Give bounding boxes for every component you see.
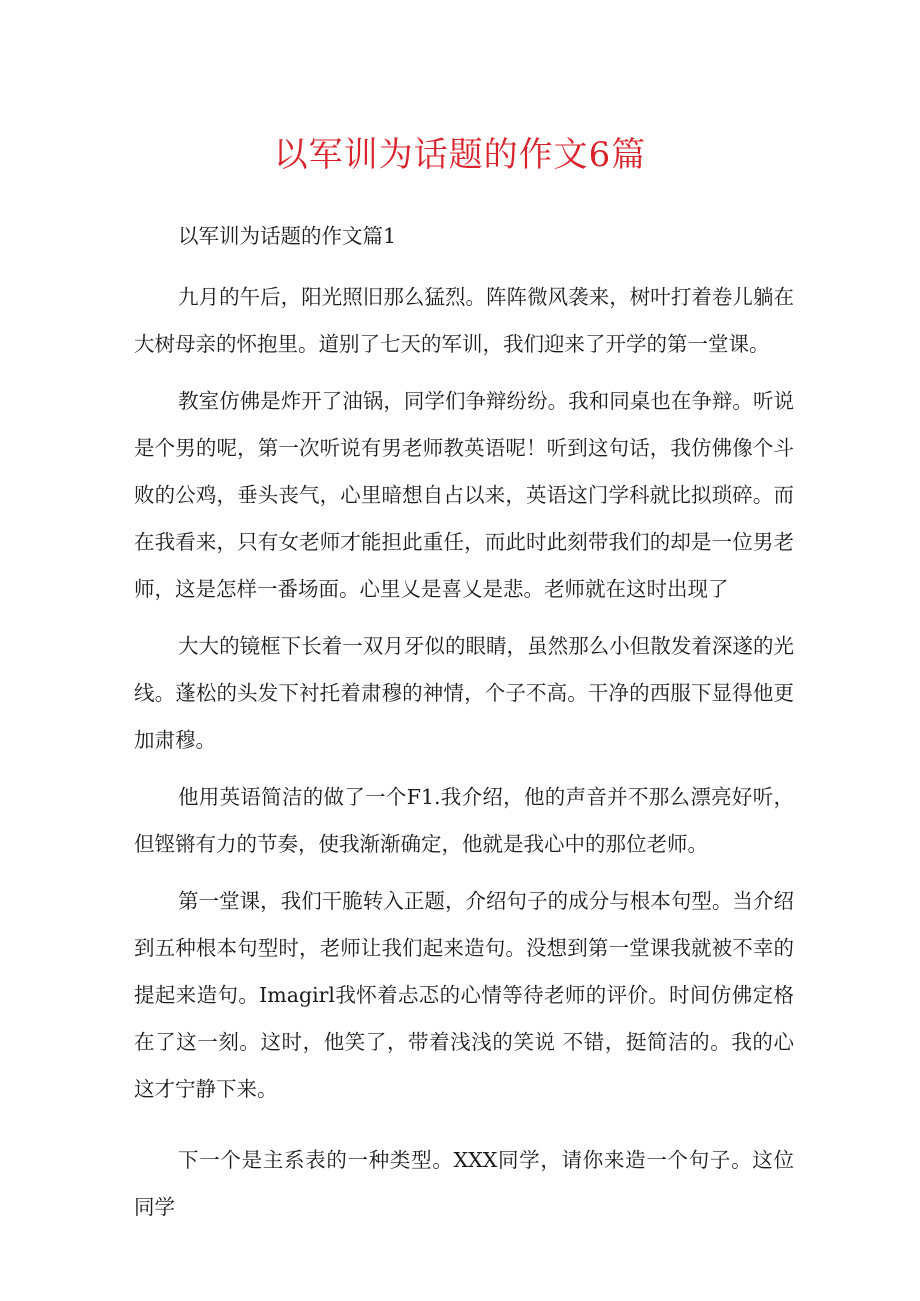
paragraph: 第一堂课，我们干脆转入正题，介绍句子的成分与根本句型。当介绍到五种根本句型时，老师让我们起来造句。没想到第一堂课我就被不幸的提起来造句。Imagirl我怀着忐忑的心情等待老师的评价。时间仿佛定格在了这一刻。这时，他笑了，带着浅浅的笑说 不错，挺简洁的。我的心这才宁静下来。 <box>134 889 794 1101</box>
document-body <box>134 212 794 1241</box>
paragraph: 大大的镜框下长着一双月牙似的眼睛，虽然那么小但散发着深遂的光线。蓬松的头发下衬托着肃穆的神情，个子不高。干净的西服下显得他更加肃穆。 <box>134 634 794 752</box>
paragraph: 教室仿佛是炸开了油锅，同学们争辩纷纷。我和同桌也在争辩。听说是个男的呢，第一次听说有男老师教英语呢！听到这句话，我仿佛像个斗败的公鸡，垂头丧气，心里暗想自占以来，英语这门学科就比拟琐碎。而在我看来，只有女老师才能担此重任，而此时此刻带我们的却是一位男老师，这是怎样一番场面。心里乂是喜乂是悲。老师就在这时出现了 <box>134 389 794 601</box>
paragraph: 九月的午后，阳光照旧那么猛烈。阵阵微风袭来，树叶打着卷儿躺在大树母亲的怀抱里。道别了七天的军训，我们迎来了开学的第一堂课。 <box>134 285 794 356</box>
paragraph: 他用英语简洁的做了一个F1.我介绍，他的声音并不那么漂亮好听，但铿锵有力的节奏，使我渐渐确定，他就是我心中的那位老师。 <box>134 785 794 856</box>
document-title: 以军训为话题的作文6篇 <box>273 135 647 175</box>
paragraph: 下一个是主系表的一种类型。XXX同学，请你来造一个句子。这位同学 <box>134 1148 794 1219</box>
section-heading: 以军训为话题的作文篇1 <box>178 224 397 248</box>
